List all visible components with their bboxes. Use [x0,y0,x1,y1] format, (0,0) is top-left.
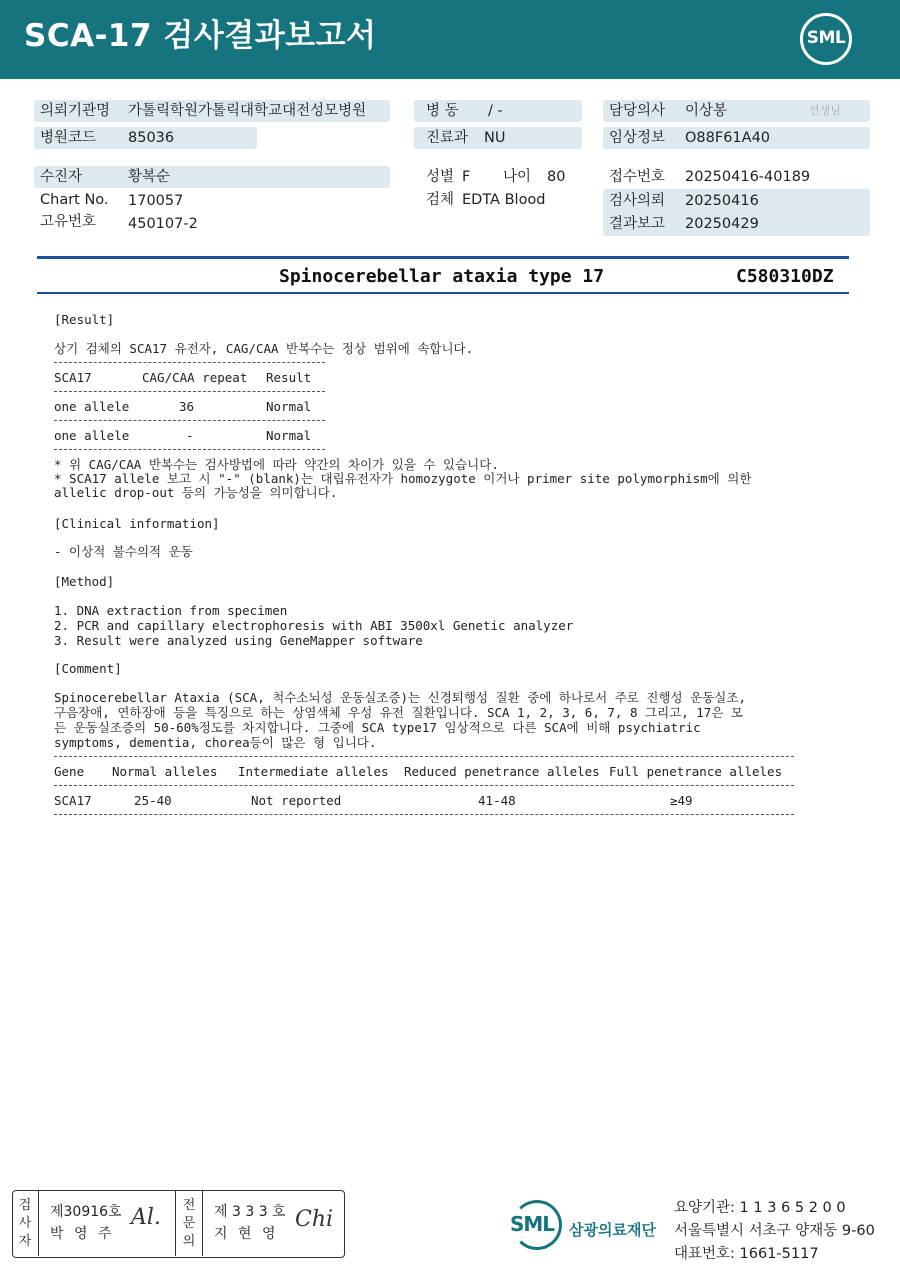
unique-no-label: 고유번호 [40,214,97,230]
signature-divider [38,1191,39,1256]
request-date-value: 20250416 [685,193,759,209]
allele-table-header-full: Full penetrance alleles [609,764,783,779]
specialist-license: 제 3 3 3 호 [214,1204,286,1220]
department-value: NU [484,130,506,146]
request-date-label: 검사의뢰 [609,193,666,209]
receipt-no-value: 20250416-40189 [685,169,811,185]
result-table-rule [54,362,325,363]
allele-table-rule [54,785,794,786]
age-value: 80 [547,169,566,185]
result-heading: [Result] [54,312,115,327]
footer-logo-text: SML [510,1212,555,1236]
result-note: allelic drop-out 등의 가능성을 의미합니다. [54,485,338,500]
specimen-label: 검체 [426,192,455,208]
examiner-signature: Al. [131,1205,161,1230]
method-line: 1. DNA extraction from specimen [54,603,288,618]
receipt-no-label: 접수번호 [609,169,666,185]
allele-table-header-reduced: Reduced penetrance alleles [404,764,600,779]
institution-label: 의뢰기관명 [40,103,111,119]
sml-logo [800,13,852,65]
result-note: * SCA17 allele 보고 시 "-" (blank)는 대립유전자가 homozygote 이거나 primer site polymorphism에 의한 [54,471,752,486]
result-table-row-result: Normal [266,399,312,414]
ward-row [414,100,582,122]
doctor-value: 이상봉 [685,103,728,119]
examiner-name: 박 영 주 [50,1226,112,1242]
result-table-row-allele: one allele [54,428,130,443]
report-bottom-rule [37,292,849,294]
clinical-info-value: O88F61A40 [685,130,771,146]
doctor-label: 담당의사 [609,103,666,119]
allele-table-cell-full: ≥49 [670,793,693,808]
patient-row [34,166,390,188]
allele-table-cell-intermediate: Not reported [251,793,342,808]
result-summary: 상기 검체의 SCA17 유전자, CAG/CAA 반복수는 정상 범위에 속합니다. [54,341,474,356]
hospital-code-value: 85036 [128,130,175,146]
ward-label: 병 동 [426,103,459,119]
result-table-row-repeat: - [186,428,194,443]
organization-phone: 대표번호: 1661-5117 [674,1246,819,1262]
clinical-text: - 이상적 불수의적 운동 [54,544,193,559]
comment-line: 구음장애, 연하장애 등을 특징으로 하는 상염색체 우성 유전 질환입니다. SCA 1, 2, 3, 6, 7, 8 그리고, 17은 모 [54,705,743,720]
result-table-rule [54,391,325,392]
report-title: SCA-17 검사결과보고서 [24,18,377,54]
clinical-info-row [603,127,870,149]
result-table-rule [54,420,325,421]
allele-table-cell-gene: SCA17 [54,793,92,808]
method-line: 2. PCR and capillary electrophoresis with ABI 3500xl Genetic analyzer [54,618,574,633]
specialist-label: 전 문 의 [182,1198,196,1249]
allele-table-cell-normal: 25-40 [134,793,172,808]
specimen-value: EDTA Blood [462,192,546,208]
comment-heading: [Comment] [54,661,122,676]
result-table-header-gene: SCA17 [54,370,92,385]
sex-value: F [462,169,471,185]
clinical-heading: [Clinical information] [54,516,220,531]
report-date-value: 20250429 [685,216,759,232]
organization-name: 삼광의료재단 [569,1221,656,1239]
department-row [414,127,582,149]
institution-row [34,100,390,122]
examiner-label: 검 사 자 [18,1198,32,1249]
chart-no-value: 170057 [128,193,184,209]
allele-table-header-normal: Normal alleles [112,764,218,779]
signature-divider [175,1191,176,1256]
test-code: C580310DZ [736,266,834,287]
doctor-row [603,100,870,122]
result-table-rule [54,449,325,450]
report-top-rule [37,256,849,259]
allele-table-cell-reduced: 41-48 [478,793,516,808]
report-header-bar [0,0,900,79]
department-label: 진료과 [426,130,469,146]
allele-table-rule [54,814,794,815]
specialist-name: 지 현 영 [214,1226,276,1242]
organization-address: 서울특별시 서초구 양재동 9-60 [674,1223,875,1239]
chart-no-label: Chart No. [40,192,109,208]
examiner-license: 제30916호 [50,1204,122,1220]
institution-value: 가톨릭학원가톨릭대학교대전성모병원 [128,103,367,119]
signature-divider [202,1191,203,1256]
allele-table-rule [54,756,794,757]
ward-value: / - [488,103,503,119]
comment-line: Spinocerebellar Ataxia (SCA, 척수소뇌성 운동실조증)는 신경퇴행성 질환 중에 하나로서 주로 진행성 운동실조, [54,690,746,705]
result-table-header-repeat: CAG/CAA repeat [142,370,248,385]
sex-label: 성별 [426,169,455,185]
specialist-signature: Chi [295,1207,334,1232]
method-line: 3. Result were analyzed using GeneMapper software [54,633,423,648]
method-heading: [Method] [54,574,115,589]
allele-table-header-intermediate: Intermediate alleles [238,764,389,779]
clinical-info-label: 임상정보 [609,130,666,146]
patient-label: 수진자 [40,169,83,185]
footer-sml-logo [508,1200,568,1256]
organization-id: 요양기관: 1 1 3 6 5 2 0 0 [674,1200,846,1216]
report-date-label: 결과보고 [609,216,666,232]
result-note: * 위 CAG/CAA 반복수는 검사방법에 따라 약간의 차이가 있을 수 있습니다. [54,457,499,472]
unique-no-value: 450107-2 [128,216,198,232]
result-table-row-allele: one allele [54,399,130,414]
result-table-header-result: Result [266,370,312,385]
age-label: 나이 [503,169,532,185]
hospital-code-label: 병원코드 [40,130,97,146]
doctor-suffix: 선생님 [809,104,841,117]
sml-logo-text: SML [806,28,846,48]
test-name: Spinocerebellar ataxia type 17 [279,266,605,287]
result-table-row-repeat: 36 [179,399,195,414]
hospital-code-row [34,127,257,149]
signature-box [12,1190,345,1258]
comment-line: 든 운동실조증의 50-60%정도를 차지합니다. 그중에 SCA type17 임상적으로 다른 SCA에 비해 psychiatric [54,720,701,735]
allele-table-header-gene: Gene [54,764,85,779]
patient-value: 황복순 [128,169,171,185]
comment-line: symptoms, dementia, chorea등이 많은 형 입니다. [54,735,377,750]
result-table-row-result: Normal [266,428,312,443]
